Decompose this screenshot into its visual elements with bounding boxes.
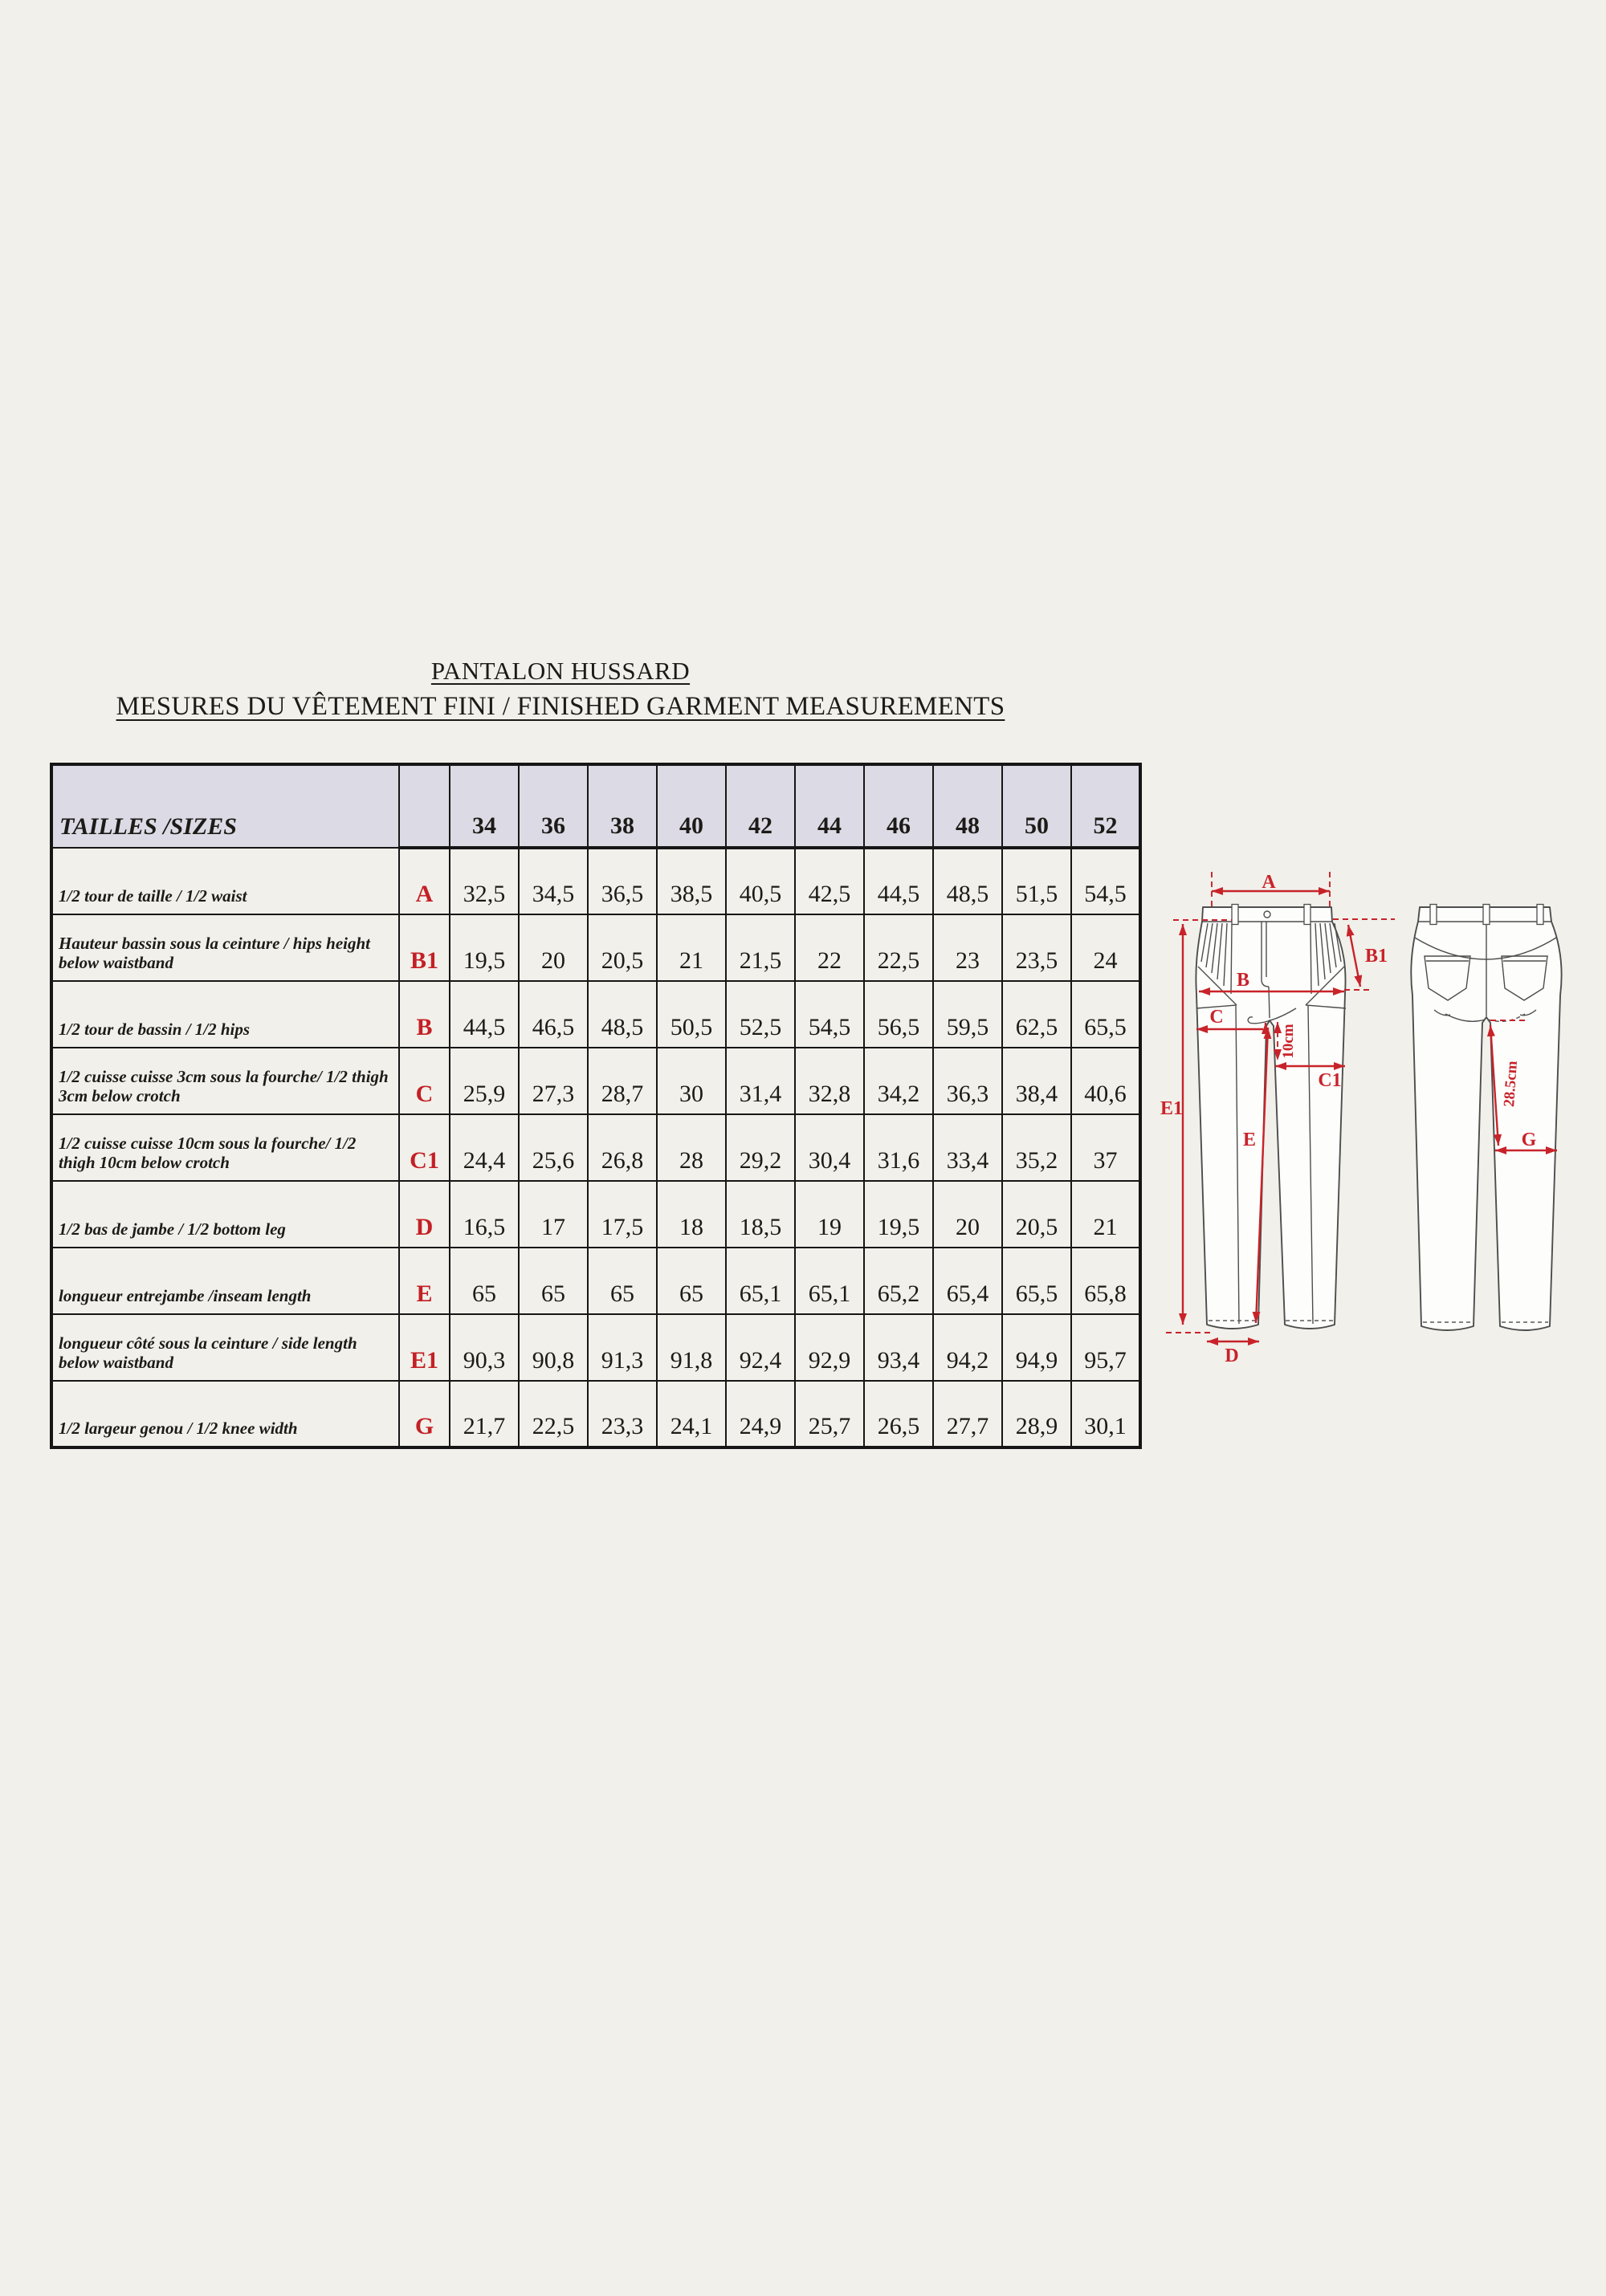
measure-value-cell: 28,9 [1002, 1381, 1071, 1447]
belt-loop [1430, 905, 1437, 925]
measure-value-cell: 30,4 [795, 1114, 864, 1181]
size-column-header: 48 [933, 764, 1002, 848]
measure-value-cell: 65 [450, 1248, 519, 1314]
table-row [51, 1381, 1140, 1447]
measure-value-cell: 93,4 [864, 1314, 933, 1381]
measure-value-cell: 26,8 [588, 1114, 657, 1181]
measure-label-backrise: 28.5cm [1501, 1060, 1521, 1108]
measure-row-code: A [399, 848, 450, 914]
measure-value-cell: 25,7 [795, 1381, 864, 1447]
measure-value-cell: 65,5 [1002, 1248, 1071, 1314]
pants-front-drawing [1196, 905, 1346, 1329]
measure-row-code: C [399, 1048, 450, 1114]
measure-value-cell: 48,5 [933, 848, 1002, 914]
measure-value-cell: 19,5 [864, 1181, 933, 1248]
table-row [51, 848, 1140, 914]
table-row [51, 1048, 1140, 1114]
measure-value-cell: 32,5 [450, 848, 519, 914]
measure-value-cell: 24 [1071, 914, 1140, 981]
measure-value-cell: 65,1 [726, 1248, 795, 1314]
table-row [51, 914, 1140, 981]
measure-label-e1: E1 [1160, 1098, 1184, 1119]
measure-value-cell: 92,4 [726, 1314, 795, 1381]
measure-value-cell: 20 [933, 1181, 1002, 1248]
measure-value-cell: 28 [657, 1114, 726, 1181]
measure-value-cell: 40,6 [1071, 1048, 1140, 1114]
measure-value-cell: 25,9 [450, 1048, 519, 1114]
measure-value-cell: 27,7 [933, 1381, 1002, 1447]
measure-value-cell: 56,5 [864, 981, 933, 1048]
measure-value-cell: 65 [588, 1248, 657, 1314]
measure-value-cell: 32,8 [795, 1048, 864, 1114]
measure-value-cell: 22,5 [519, 1381, 588, 1447]
measure-value-cell: 91,8 [657, 1314, 726, 1381]
measure-row-code: D [399, 1181, 450, 1248]
measure-value-cell: 91,3 [588, 1314, 657, 1381]
measure-value-cell: 92,9 [795, 1314, 864, 1381]
measure-value-cell: 90,3 [450, 1314, 519, 1381]
measure-value-cell: 17 [519, 1181, 588, 1248]
measure-value-cell: 22 [795, 914, 864, 981]
measure-value-cell: 35,2 [1002, 1114, 1071, 1181]
measure-row-label: 1/2 tour de bassin / 1/2 hips [51, 981, 399, 1048]
measure-label-10cm: 10cm [1280, 1024, 1297, 1059]
table-row [51, 981, 1140, 1048]
measure-value-cell: 30,1 [1071, 1381, 1140, 1447]
measure-value-cell: 28,7 [588, 1048, 657, 1114]
measure-value-cell: 18,5 [726, 1181, 795, 1248]
size-column-header: 38 [588, 764, 657, 848]
measure-value-cell: 31,6 [864, 1114, 933, 1181]
measure-row-label: 1/2 cuisse cuisse 3cm sous la fourche/ 1/2 thigh 3cm below crotch [51, 1048, 399, 1114]
size-column-header: 50 [1002, 764, 1071, 848]
measure-value-cell: 23,5 [1002, 914, 1071, 981]
measure-value-cell: 17,5 [588, 1181, 657, 1248]
measure-value-cell: 23,3 [588, 1381, 657, 1447]
page-title: PANTALON HUSSARD [430, 657, 691, 685]
measure-label-c: C [1209, 1007, 1224, 1028]
measure-value-cell: 36,5 [588, 848, 657, 914]
measure-row-label: longueur côté sous la ceinture / side length below waistband [51, 1314, 399, 1381]
belt-loop [1304, 905, 1310, 925]
measure-value-cell: 24,9 [726, 1381, 795, 1447]
measure-value-cell: 54,5 [1071, 848, 1140, 914]
measure-row-label: 1/2 tour de taille / 1/2 waist [51, 848, 399, 914]
measure-label-e: E [1242, 1130, 1257, 1150]
measure-value-cell: 51,5 [1002, 848, 1071, 914]
measure-value-cell: 46,5 [519, 981, 588, 1048]
measure-value-cell: 31,4 [726, 1048, 795, 1114]
measure-value-cell: 23 [933, 914, 1002, 981]
measure-value-cell: 30 [657, 1048, 726, 1114]
measure-label-d: D [1225, 1345, 1239, 1366]
measure-row-code: B [399, 981, 450, 1048]
measure-value-cell: 40,5 [726, 848, 795, 914]
measure-row-code: G [399, 1381, 450, 1447]
measure-value-cell: 65,4 [933, 1248, 1002, 1314]
measurements-table [50, 763, 1142, 1449]
pants-back-drawing [1411, 905, 1561, 1331]
measure-value-cell: 24,1 [657, 1381, 726, 1447]
measure-value-cell: 65,1 [795, 1248, 864, 1314]
belt-loop [1537, 905, 1543, 925]
measure-value-cell: 44,5 [450, 981, 519, 1048]
size-column-header: 40 [657, 764, 726, 848]
measure-value-cell: 94,9 [1002, 1314, 1071, 1381]
measure-value-cell: 94,2 [933, 1314, 1002, 1381]
measure-row-code: B1 [399, 914, 450, 981]
measure-label-b1: B1 [1365, 946, 1388, 967]
measure-value-cell: 36,3 [933, 1048, 1002, 1114]
measure-value-cell: 34,5 [519, 848, 588, 914]
measure-value-cell: 38,4 [1002, 1048, 1071, 1114]
page-subtitle: MESURES DU VÊTEMENT FINI / FINISHED GARMENT MEASUREMENTS [116, 692, 1005, 721]
measure-value-cell: 19,5 [450, 914, 519, 981]
measure-value-cell: 48,5 [588, 981, 657, 1048]
measure-value-cell: 20,5 [588, 914, 657, 981]
measure-row-label: 1/2 largeur genou / 1/2 knee width [51, 1381, 399, 1447]
measure-value-cell: 65,2 [864, 1248, 933, 1314]
measure-row-code: E [399, 1248, 450, 1314]
measure-value-cell: 90,8 [519, 1314, 588, 1381]
measure-value-cell: 21 [657, 914, 726, 981]
measure-row-label: 1/2 cuisse cuisse 10cm sous la fourche/ 1/2 thigh 10cm below crotch [51, 1114, 399, 1181]
measure-value-cell: 34,2 [864, 1048, 933, 1114]
measure-value-cell: 16,5 [450, 1181, 519, 1248]
measure-value-cell: 18 [657, 1181, 726, 1248]
measure-value-cell: 50,5 [657, 981, 726, 1048]
size-column-header: 52 [1071, 764, 1140, 848]
measure-value-cell: 54,5 [795, 981, 864, 1048]
measure-value-cell: 59,5 [933, 981, 1002, 1048]
measure-value-cell: 33,4 [933, 1114, 1002, 1181]
measure-label-c1: C1 [1318, 1070, 1342, 1091]
measure-value-cell: 26,5 [864, 1381, 933, 1447]
measure-value-cell: 20 [519, 914, 588, 981]
measure-row-label: 1/2 bas de jambe / 1/2 bottom leg [51, 1181, 399, 1248]
technical-drawings [1156, 867, 1606, 1381]
size-column-header: 42 [726, 764, 795, 848]
sizes-header-label: TAILLES /SIZES [51, 764, 399, 848]
measure-value-cell: 29,2 [726, 1114, 795, 1181]
measure-label-g: G [1521, 1130, 1537, 1150]
measure-value-cell: 21,7 [450, 1381, 519, 1447]
belt-loop [1483, 905, 1490, 925]
measure-label-b: B [1236, 970, 1250, 991]
code-column-header [399, 764, 450, 848]
measure-value-cell: 52,5 [726, 981, 795, 1048]
size-column-header: 34 [450, 764, 519, 848]
measure-value-cell: 65 [657, 1248, 726, 1314]
measure-value-cell: 19 [795, 1181, 864, 1248]
measure-row-code: C1 [399, 1114, 450, 1181]
table-header-row [51, 764, 1140, 848]
measure-value-cell: 37 [1071, 1114, 1140, 1181]
measure-value-cell: 21 [1071, 1181, 1140, 1248]
size-column-header: 46 [864, 764, 933, 848]
measure-value-cell: 38,5 [657, 848, 726, 914]
measure-value-cell: 42,5 [795, 848, 864, 914]
measure-value-cell: 27,3 [519, 1048, 588, 1114]
measure-value-cell: 20,5 [1002, 1181, 1071, 1248]
measure-row-code: E1 [399, 1314, 450, 1381]
measure-row-label: longueur entrejambe /inseam length [51, 1248, 399, 1314]
measure-value-cell: 65 [519, 1248, 588, 1314]
size-column-header: 44 [795, 764, 864, 848]
measure-value-cell: 65,8 [1071, 1248, 1140, 1314]
measure-value-cell: 95,7 [1071, 1314, 1140, 1381]
measure-value-cell: 25,6 [519, 1114, 588, 1181]
measure-row-label: Hauteur bassin sous la ceinture / hips height below waistband [51, 914, 399, 981]
size-column-header: 36 [519, 764, 588, 848]
belt-loop [1232, 905, 1238, 925]
measure-value-cell: 21,5 [726, 914, 795, 981]
measure-value-cell: 44,5 [864, 848, 933, 914]
measure-value-cell: 62,5 [1002, 981, 1071, 1048]
table-row [51, 1314, 1140, 1381]
measure-value-cell: 22,5 [864, 914, 933, 981]
measure-value-cell: 65,5 [1071, 981, 1140, 1048]
measure-value-cell: 24,4 [450, 1114, 519, 1181]
table-row [51, 1114, 1140, 1181]
table-row [51, 1181, 1140, 1248]
measure-label-a: A [1262, 872, 1276, 893]
table-row [51, 1248, 1140, 1314]
